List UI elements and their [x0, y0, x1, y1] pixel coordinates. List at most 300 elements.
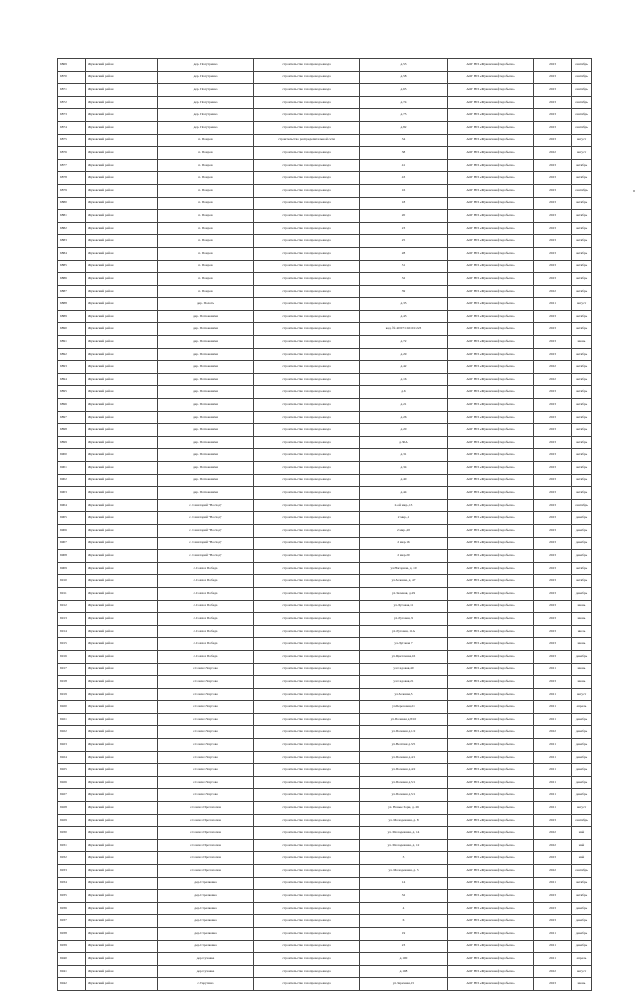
address-cell: д.74 [360, 96, 448, 109]
address-cell: 6 [360, 915, 448, 928]
table-row [58, 260, 592, 273]
contractor-cell: АОГ НП «Жуковскнефтедобыча» [448, 184, 534, 197]
month-cell: октябрь [572, 310, 592, 323]
row-number-cell: 6930 [58, 827, 86, 840]
table-row [58, 789, 592, 802]
row-number-cell: 6926 [58, 776, 86, 789]
row-number-cell: 6919 [58, 688, 86, 701]
row-number-cell: 6910 [58, 575, 86, 588]
month-cell: октябрь [572, 424, 592, 437]
month-cell: сентябрь [572, 814, 592, 827]
table-row [58, 839, 592, 852]
year-cell: 2022 [534, 965, 572, 978]
year-cell: 2021 [534, 663, 572, 676]
district-cell: Жуковский район [86, 411, 158, 424]
work-type-cell: строительство газопровода-ввода [254, 411, 360, 424]
row-number-cell: 6901 [58, 462, 86, 475]
address-cell: 4 [360, 902, 448, 915]
month-cell: октябрь [572, 562, 592, 575]
address-cell: д.100 [360, 953, 448, 966]
year-cell: 2023 [534, 550, 572, 563]
month-cell: август [572, 298, 592, 311]
address-cell: д.35 [360, 298, 448, 311]
table-row [58, 336, 592, 349]
district-cell: Жуковский район [86, 776, 158, 789]
year-cell: 2023 [534, 71, 572, 84]
contractor-cell: АОГ НП «Жуковскнефтедобыча» [448, 247, 534, 260]
settlement-cell: с.Совхоз Победа [158, 638, 254, 651]
year-cell: 2023 [534, 449, 572, 462]
year-cell: 2023 [534, 474, 572, 487]
table-row [58, 424, 592, 437]
address-cell: 3 [360, 852, 448, 865]
contractor-cell: АОГ НП «Жуковскнефтедобыча» [448, 776, 534, 789]
district-cell: Жуковский район [86, 562, 158, 575]
row-number-cell: 6876 [58, 147, 86, 160]
row-number-cell: 6904 [58, 499, 86, 512]
settlement-cell: с. Санаторий "Восход" [158, 512, 254, 525]
district-cell: Жуковский район [86, 852, 158, 865]
year-cell: 2023 [534, 172, 572, 185]
work-type-cell: строительство газопровода-ввода [254, 247, 360, 260]
month-cell: октябрь [572, 247, 592, 260]
address-cell: ул.Садовая,40 [360, 663, 448, 676]
month-cell: июнь [572, 336, 592, 349]
work-type-cell: строительство газопровода-ввода [254, 147, 360, 160]
settlement-cell: п. Покров [158, 172, 254, 185]
row-number-cell: 6875 [58, 134, 86, 147]
row-number-cell: 6877 [58, 159, 86, 172]
district-cell: Жуковский район [86, 802, 158, 815]
settlement-cell: п. Покров [158, 273, 254, 286]
settlement-cell: с.Совхоз Протопопов [158, 814, 254, 827]
year-cell: 2023 [534, 399, 572, 412]
table-row [58, 550, 592, 563]
work-type-cell: строительство газопровода-ввода [254, 865, 360, 878]
table-row [58, 827, 592, 840]
table-row [58, 323, 592, 336]
settlement-cell: дер. Потюковичи [158, 462, 254, 475]
settlement-cell: п. Покров [158, 134, 254, 147]
month-cell: май [572, 852, 592, 865]
contractor-cell: АОГ НП «Жуковскнефтедобыча» [448, 172, 534, 185]
work-type-cell: строительство газопровода-ввода [254, 285, 360, 298]
month-cell: июнь [572, 676, 592, 689]
settlement-cell: п. Покров [158, 184, 254, 197]
row-number-cell: 6938 [58, 927, 86, 940]
table-row [58, 890, 592, 903]
month-cell: октябрь [572, 361, 592, 374]
settlement-cell: дер. Потюковичи [158, 487, 254, 500]
table-row [58, 877, 592, 890]
month-cell: декабрь [572, 915, 592, 928]
work-type-cell: строительство газопровода-ввода [254, 524, 360, 537]
table-row [58, 902, 592, 915]
district-cell: Жуковский район [86, 575, 158, 588]
month-cell: октябрь [572, 386, 592, 399]
work-type-cell: строительство газопровода-ввода [254, 902, 360, 915]
district-cell: Жуковский район [86, 172, 158, 185]
settlement-cell: дер. Потюковичи [158, 436, 254, 449]
year-cell: 2023 [534, 978, 572, 991]
work-type-cell: строительство газопровода-ввода [254, 890, 360, 903]
year-cell: 2021 [534, 953, 572, 966]
work-type-cell: строительство газопровода-ввода [254, 587, 360, 600]
contractor-cell: АОГ НП «Жуковскнефтедобыча» [448, 96, 534, 109]
contractor-cell: АОГ НП «Жуковскнефтедобыча» [448, 764, 534, 777]
contractor-cell: АОГ НП «Жуковскнефтедобыча» [448, 524, 534, 537]
table-row [58, 235, 592, 248]
year-cell: 2023 [534, 814, 572, 827]
contractor-cell: АОГ НП «Жуковскнефтедобыча» [448, 587, 534, 600]
work-type-cell: строительство газопровода-ввода [254, 222, 360, 235]
table-row [58, 172, 592, 185]
address-cell: ул.Садовая,21 [360, 676, 448, 689]
work-type-cell: строительство газопровода-ввода [254, 386, 360, 399]
table-row [58, 676, 592, 689]
district-cell: Жуковский район [86, 260, 158, 273]
row-number-cell: 6939 [58, 940, 86, 953]
settlement-cell: с. Санаторий "Восход" [158, 524, 254, 537]
contractor-cell: АОГ НП «Жуковскнефтедобыча» [448, 688, 534, 701]
contractor-cell: АОГ НП «Жуковскнефтедобыча» [448, 436, 534, 449]
year-cell: 2023 [534, 411, 572, 424]
contractor-cell: АОГ НП «Жуковскнефтедобыча» [448, 713, 534, 726]
month-cell: декабрь [572, 726, 592, 739]
year-cell: 2023 [534, 386, 572, 399]
table-row [58, 537, 592, 550]
row-number-cell: 6906 [58, 524, 86, 537]
contractor-cell: АОГ НП «Жуковскнефтедобыча» [448, 839, 534, 852]
year-cell: 2023 [534, 134, 572, 147]
month-cell: октябрь [572, 487, 592, 500]
month-cell: сентябрь [572, 84, 592, 97]
table-row [58, 764, 592, 777]
settlement-cell: с.Совхоз Чаусово [158, 663, 254, 676]
contractor-cell: АОГ НП «Жуковскнефтедобыча» [448, 424, 534, 437]
settlement-cell: с.Совхоз Чаусово [158, 751, 254, 764]
district-cell: Жуковский район [86, 147, 158, 160]
settlement-cell: п. Покров [158, 210, 254, 223]
month-cell: апрель [572, 701, 592, 714]
settlement-cell: п. Покров [158, 197, 254, 210]
district-cell: Жуковский район [86, 915, 158, 928]
contractor-cell: АОГ НП «Жуковскнефтедобыча» [448, 537, 534, 550]
table-row [58, 436, 592, 449]
settlement-cell: дер. Потюковичи [158, 336, 254, 349]
address-cell: д.30А [360, 436, 448, 449]
work-type-cell: строительство газопровода-ввода [254, 298, 360, 311]
month-cell: сентябрь [572, 71, 592, 84]
settlement-cell: дер.Стрелковка [158, 940, 254, 953]
row-number-cell: 6903 [58, 487, 86, 500]
district-cell: Жуковский район [86, 184, 158, 197]
contractor-cell: АОГ НП «Жуковскнефтедобыча» [448, 927, 534, 940]
row-number-cell: 6871 [58, 84, 86, 97]
address-cell: ул.Полевая д.5/1 [360, 789, 448, 802]
district-cell: Жуковский район [86, 310, 158, 323]
address-cell: 39 [360, 285, 448, 298]
contractor-cell: АОГ НП «Жуковскнефтедобыча» [448, 965, 534, 978]
month-cell: сентябрь [572, 109, 592, 122]
year-cell: 2021 [534, 751, 572, 764]
year-cell: 2023 [534, 235, 572, 248]
address-cell: д.75 [360, 109, 448, 122]
year-cell: 2023 [534, 512, 572, 525]
address-cell: ул.Луговая 7 [360, 638, 448, 651]
table-row [58, 587, 592, 600]
work-type-cell: строительство газопровода-ввода [254, 499, 360, 512]
table-row [58, 940, 592, 953]
district-cell: Жуковский район [86, 890, 158, 903]
settlement-cell: дер. Полутренко [158, 84, 254, 97]
work-type-cell: строительство газопровода-ввода [254, 550, 360, 563]
district-cell: Жуковский район [86, 424, 158, 437]
table-row [58, 927, 592, 940]
row-number-cell: 6932 [58, 852, 86, 865]
district-cell: Жуковский район [86, 587, 158, 600]
district-cell: Жуковский район [86, 600, 158, 613]
address-cell: д.65 [360, 84, 448, 97]
row-number-cell: 6882 [58, 222, 86, 235]
work-type-cell: строительство газопровода-ввода [254, 562, 360, 575]
month-cell: сентябрь [572, 59, 592, 72]
table-row [58, 462, 592, 475]
district-cell: Жуковский район [86, 927, 158, 940]
settlement-cell: дер. Полутренко [158, 109, 254, 122]
address-cell: д.34 [360, 462, 448, 475]
year-cell: 2023 [534, 184, 572, 197]
work-type-cell: строительство газопровода-ввода [254, 625, 360, 638]
row-number-cell: 6893 [58, 361, 86, 374]
table-row [58, 650, 592, 663]
month-cell: декабрь [572, 789, 592, 802]
address-cell: 2 мкр.,20 [360, 524, 448, 537]
settlement-cell: с. Санаторий "Восход" [158, 537, 254, 550]
address-cell: д.26 [360, 411, 448, 424]
table-row [58, 638, 592, 651]
settlement-cell: с.Совхоз Победа [158, 625, 254, 638]
address-cell: ул.Луговая, 9 [360, 613, 448, 626]
district-cell: Жуковский район [86, 235, 158, 248]
year-cell: 2023 [534, 499, 572, 512]
month-cell: октябрь [572, 575, 592, 588]
settlement-cell: дер. Полутренко [158, 96, 254, 109]
address-cell: д.40 [360, 474, 448, 487]
year-cell: 2021 [534, 802, 572, 815]
month-cell: октябрь [572, 436, 592, 449]
work-type-cell: строительство газопровода-ввода [254, 739, 360, 752]
year-cell: 2023 [534, 537, 572, 550]
year-cell: 2022 [534, 827, 572, 840]
work-type-cell: строительство газопровода-ввода [254, 323, 360, 336]
district-cell: Жуковский район [86, 84, 158, 97]
month-cell: август [572, 802, 592, 815]
address-cell: 14 [360, 877, 448, 890]
table-row [58, 411, 592, 424]
month-cell: октябрь [572, 890, 592, 903]
contractor-cell: АОГ НП «Жуковскнефтедобыча» [448, 323, 534, 336]
settlement-cell: дер.Стрелковка [158, 877, 254, 890]
row-number-cell: 6888 [58, 298, 86, 311]
month-cell: декабрь [572, 751, 592, 764]
work-type-cell: строительство газопровода-ввода [254, 852, 360, 865]
table-row [58, 96, 592, 109]
table-row [58, 915, 592, 928]
month-cell: сентябрь [572, 184, 592, 197]
year-cell: 2021 [534, 789, 572, 802]
district-cell: Жуковский район [86, 222, 158, 235]
table-row [58, 512, 592, 525]
address-cell: 34 [360, 134, 448, 147]
table-row [58, 247, 592, 260]
month-cell: октябрь [572, 235, 592, 248]
year-cell: 2023 [534, 59, 572, 72]
work-type-cell: строительство газопровода-ввода [254, 638, 360, 651]
settlement-cell: дер. Потюковичи [158, 310, 254, 323]
settlement-cell: дер. Потюковичи [158, 474, 254, 487]
table-row [58, 852, 592, 865]
work-type-cell: строительство газопровода-ввода [254, 802, 360, 815]
contractor-cell: АОГ НП «Жуковскнефтедобыча» [448, 814, 534, 827]
row-number-cell: 6934 [58, 877, 86, 890]
settlement-cell: с.Совхоз Победа [158, 613, 254, 626]
month-cell: август [572, 147, 592, 160]
row-number-cell: 6879 [58, 184, 86, 197]
row-number-cell: 6907 [58, 537, 86, 550]
address-cell: д.6 [360, 386, 448, 399]
row-number-cell: 6913 [58, 613, 86, 626]
address-cell: ул.Полевая д.1/2 [360, 726, 448, 739]
contractor-cell: АОГ НП «Жуковскнефтедобыча» [448, 802, 534, 815]
address-cell: ул. Молодежная, д. 14 [360, 827, 448, 840]
contractor-cell: АОГ НП «Жуковскнефтедобыча» [448, 210, 534, 223]
district-cell: Жуковский район [86, 210, 158, 223]
row-number-cell: 6929 [58, 814, 86, 827]
row-number-cell: 6916 [58, 650, 86, 663]
address-cell: д.29 [360, 348, 448, 361]
district-cell: Жуковский район [86, 550, 158, 563]
work-type-cell: строительство газопровода-ввода [254, 814, 360, 827]
address-cell: д.58 [360, 71, 448, 84]
data-table [57, 58, 592, 991]
year-cell: 2023 [534, 587, 572, 600]
work-type-cell: строительство газопровода-ввода [254, 751, 360, 764]
row-number-cell: 6905 [58, 512, 86, 525]
contractor-cell: АОГ НП «Жуковскнефтедобыча» [448, 940, 534, 953]
contractor-cell: АОГ НП «Жуковскнефтедобыча» [448, 474, 534, 487]
work-type-cell: строительство газопровода-ввода [254, 235, 360, 248]
settlement-cell: п. Покров [158, 147, 254, 160]
table-row [58, 159, 592, 172]
contractor-cell: АОГ НП «Жуковскнефтедобыча» [448, 134, 534, 147]
address-cell: д.44 [360, 487, 448, 500]
row-number-cell: 6941 [58, 965, 86, 978]
year-cell: 2021 [534, 688, 572, 701]
settlement-cell: с.Совхоз Чаусово [158, 713, 254, 726]
table-row [58, 688, 592, 701]
work-type-cell: строительство газопровода-ввода [254, 701, 360, 714]
settlement-cell: с.Совхоз Протопопов [158, 865, 254, 878]
table-row [58, 373, 592, 386]
settlement-cell: с.Совхоз Победа [158, 575, 254, 588]
district-cell: Жуковский район [86, 373, 158, 386]
address-cell: д.20 [360, 424, 448, 437]
address-cell: ул.Полевая д.5/1 [360, 776, 448, 789]
work-type-cell: строительство газопровода-ввода [254, 348, 360, 361]
address-cell: ул. Молодежная, д. 12 [360, 839, 448, 852]
address-cell: 32 [360, 273, 448, 286]
table-row [58, 701, 592, 714]
address-cell: ул.Цветочная,16 [360, 650, 448, 663]
month-cell: декабрь [572, 776, 592, 789]
contractor-cell: АОГ НП «Жуковскнефтедобыча» [448, 865, 534, 878]
settlement-cell: п. Покров [158, 159, 254, 172]
contractor-cell: АОГ НП «Жуковскнефтедобыча» [448, 121, 534, 134]
contractor-cell: АОГ НП «Жуковскнефтедобыча» [448, 512, 534, 525]
contractor-cell: АОГ НП «Жуковскнефтедобыча» [448, 852, 534, 865]
district-cell: Жуковский район [86, 298, 158, 311]
contractor-cell: АОГ НП «Жуковскнефтедобыча» [448, 562, 534, 575]
row-number-cell: 6870 [58, 71, 86, 84]
settlement-cell: дер. Потюковичи [158, 424, 254, 437]
month-cell: октябрь [572, 273, 592, 286]
address-cell: 32 [360, 890, 448, 903]
row-number-cell: 6887 [58, 285, 86, 298]
district-cell: Жуковский район [86, 361, 158, 374]
table-row [58, 285, 592, 298]
address-cell: д.72 [360, 336, 448, 349]
work-type-cell: строительство газопровода-ввода [254, 613, 360, 626]
table-row [58, 600, 592, 613]
table-row [58, 965, 592, 978]
address-cell: ул.Полевая д.8/10 [360, 713, 448, 726]
address-cell: 31 [360, 260, 448, 273]
table-row [58, 84, 592, 97]
settlement-cell: с.Совхоз Чаусово [158, 676, 254, 689]
table-row [58, 184, 592, 197]
contractor-cell: АОГ НП «Жуковскнефтедобыча» [448, 676, 534, 689]
row-number-cell: 6898 [58, 424, 86, 437]
address-cell: 2 мкр.16 [360, 537, 448, 550]
month-cell: сентябрь [572, 96, 592, 109]
row-number-cell: 6933 [58, 865, 86, 878]
year-cell: 2021 [534, 739, 572, 752]
year-cell: 2023 [534, 96, 572, 109]
table-row [58, 663, 592, 676]
table-row [58, 273, 592, 286]
settlement-cell: дер.Стрелковка [158, 902, 254, 915]
month-cell: октябрь [572, 159, 592, 172]
address-cell: ул.Березовая,21 [360, 701, 448, 714]
row-number-cell: 6874 [58, 121, 86, 134]
address-cell: д.53 [360, 59, 448, 72]
contractor-cell: АОГ НП «Жуковскнефтедобыча» [448, 71, 534, 84]
district-cell: Жуковский район [86, 902, 158, 915]
year-cell: 2022 [534, 285, 572, 298]
year-cell: 2023 [534, 487, 572, 500]
work-type-cell: строительство газопровода-ввода [254, 537, 360, 550]
year-cell: 2023 [534, 260, 572, 273]
settlement-cell: с.Совхоз Протопопов [158, 839, 254, 852]
address-cell: ул.Заречная,15 [360, 978, 448, 991]
row-number-cell: 6920 [58, 701, 86, 714]
year-cell: 2023 [534, 625, 572, 638]
contractor-cell: АОГ НП «Жуковскнефтедобыча» [448, 260, 534, 273]
contractor-cell: АОГ НП «Жуковскнефтедобыча» [448, 386, 534, 399]
table-row [58, 109, 592, 122]
row-number-cell: 6869 [58, 59, 86, 72]
